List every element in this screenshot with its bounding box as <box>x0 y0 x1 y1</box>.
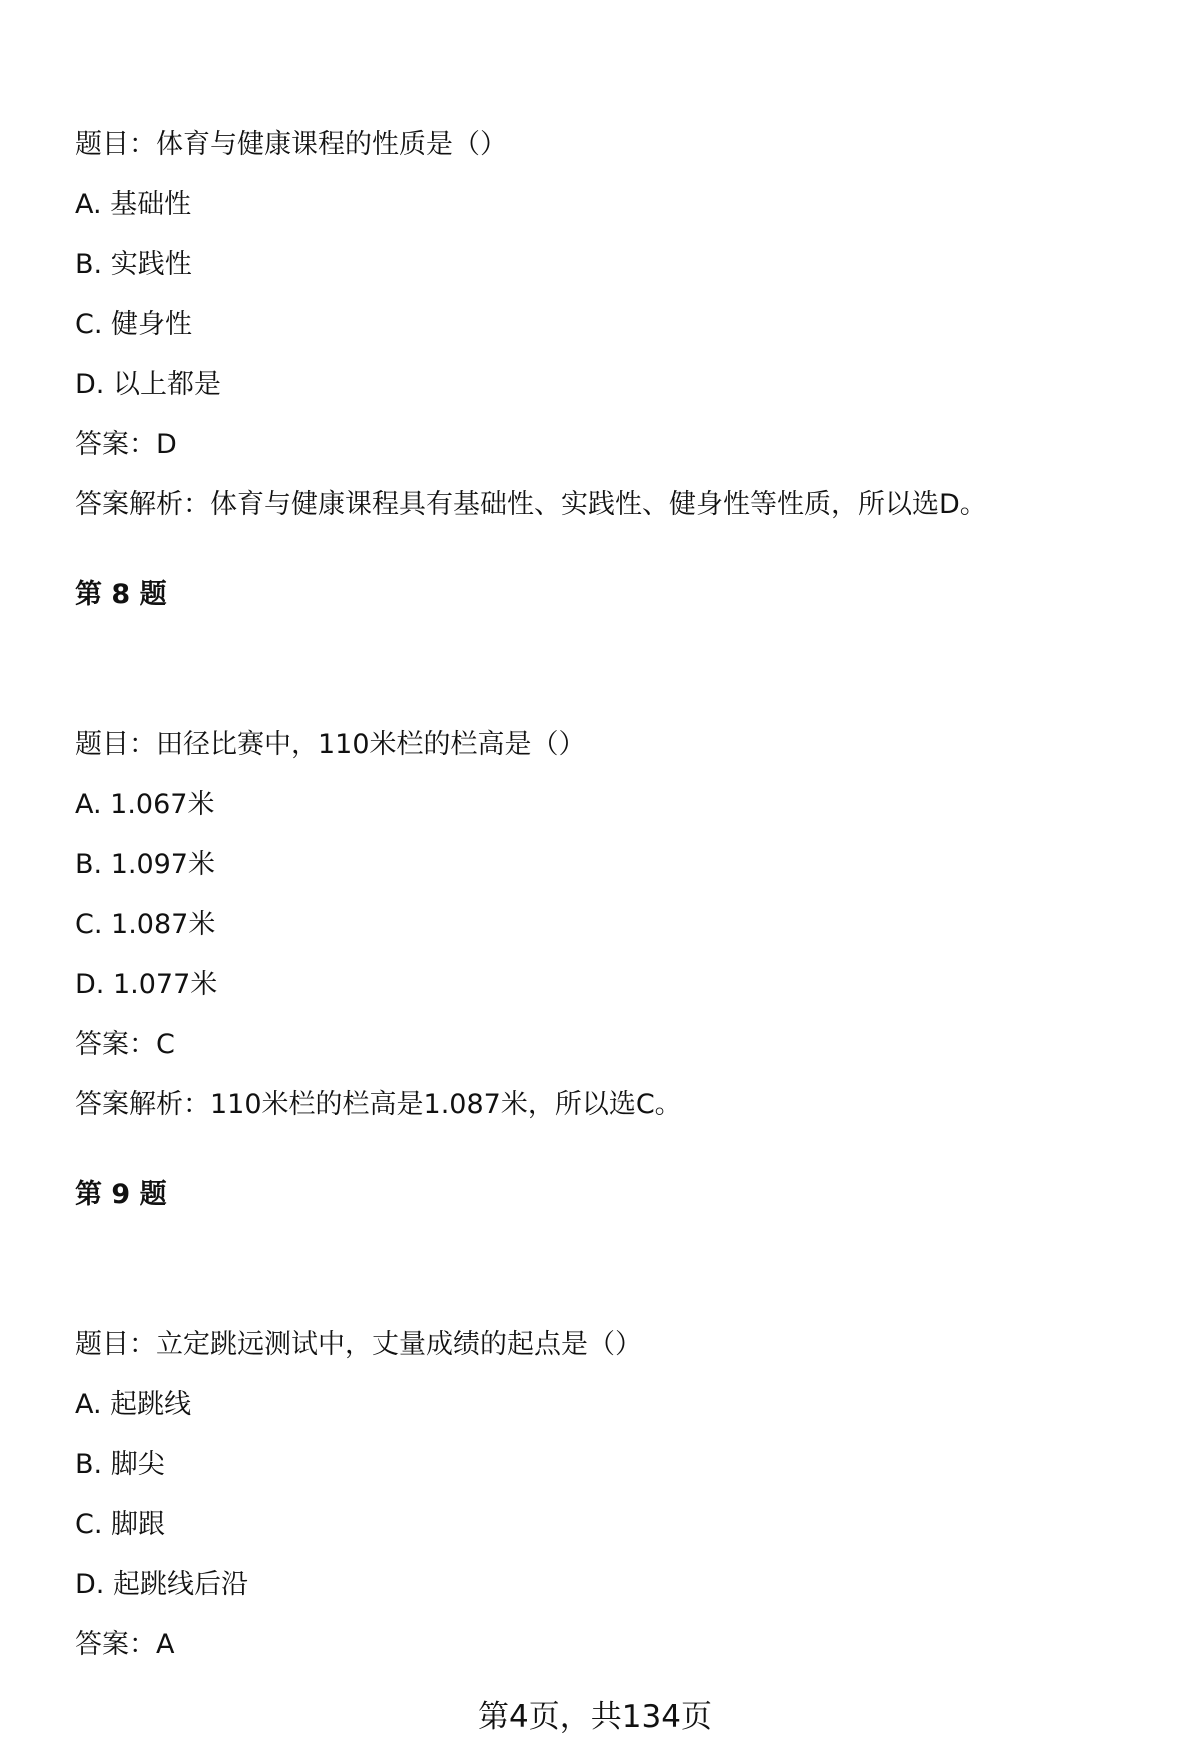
q8-question: 题目：田径比赛中，110米栏的栏高是（） <box>75 729 586 760</box>
q8-answer: 答案：C <box>75 1029 175 1060</box>
q9-option-b: B. 脚尖 <box>75 1449 165 1480</box>
q9-question: 题目：立定跳远测试中，丈量成绩的起点是（） <box>75 1329 642 1360</box>
q7-question: 题目：体育与健康课程的性质是（） <box>75 129 507 160</box>
q7-analysis: 答案解析：体育与健康课程具有基础性、实践性、健身性等性质，所以选D。 <box>75 489 987 520</box>
q8-option-a: A. 1.067米 <box>75 789 215 820</box>
q7-option-c: C. 健身性 <box>75 309 193 340</box>
q7-answer: 答案：D <box>75 429 177 460</box>
q8-option-d: D. 1.077米 <box>75 969 218 1000</box>
q7-option-a: A. 基础性 <box>75 189 192 220</box>
q8-analysis: 答案解析：110米栏的栏高是1.087米，所以选C。 <box>75 1089 682 1120</box>
q9-option-a: A. 起跳线 <box>75 1389 192 1420</box>
q9-answer: 答案：A <box>75 1629 175 1660</box>
q8-option-c: C. 1.087米 <box>75 909 216 940</box>
q7-option-d: D. 以上都是 <box>75 369 221 400</box>
q8-option-b: B. 1.097米 <box>75 849 215 880</box>
q9-option-c: C. 脚跟 <box>75 1509 166 1540</box>
q8-heading: 第 8 题 <box>75 579 167 610</box>
q9-option-d: D. 起跳线后沿 <box>75 1569 248 1600</box>
page-number-footer: 第4页，共134页 <box>478 1699 712 1735</box>
q7-option-b: B. 实践性 <box>75 249 192 280</box>
q9-heading: 第 9 题 <box>75 1179 167 1210</box>
